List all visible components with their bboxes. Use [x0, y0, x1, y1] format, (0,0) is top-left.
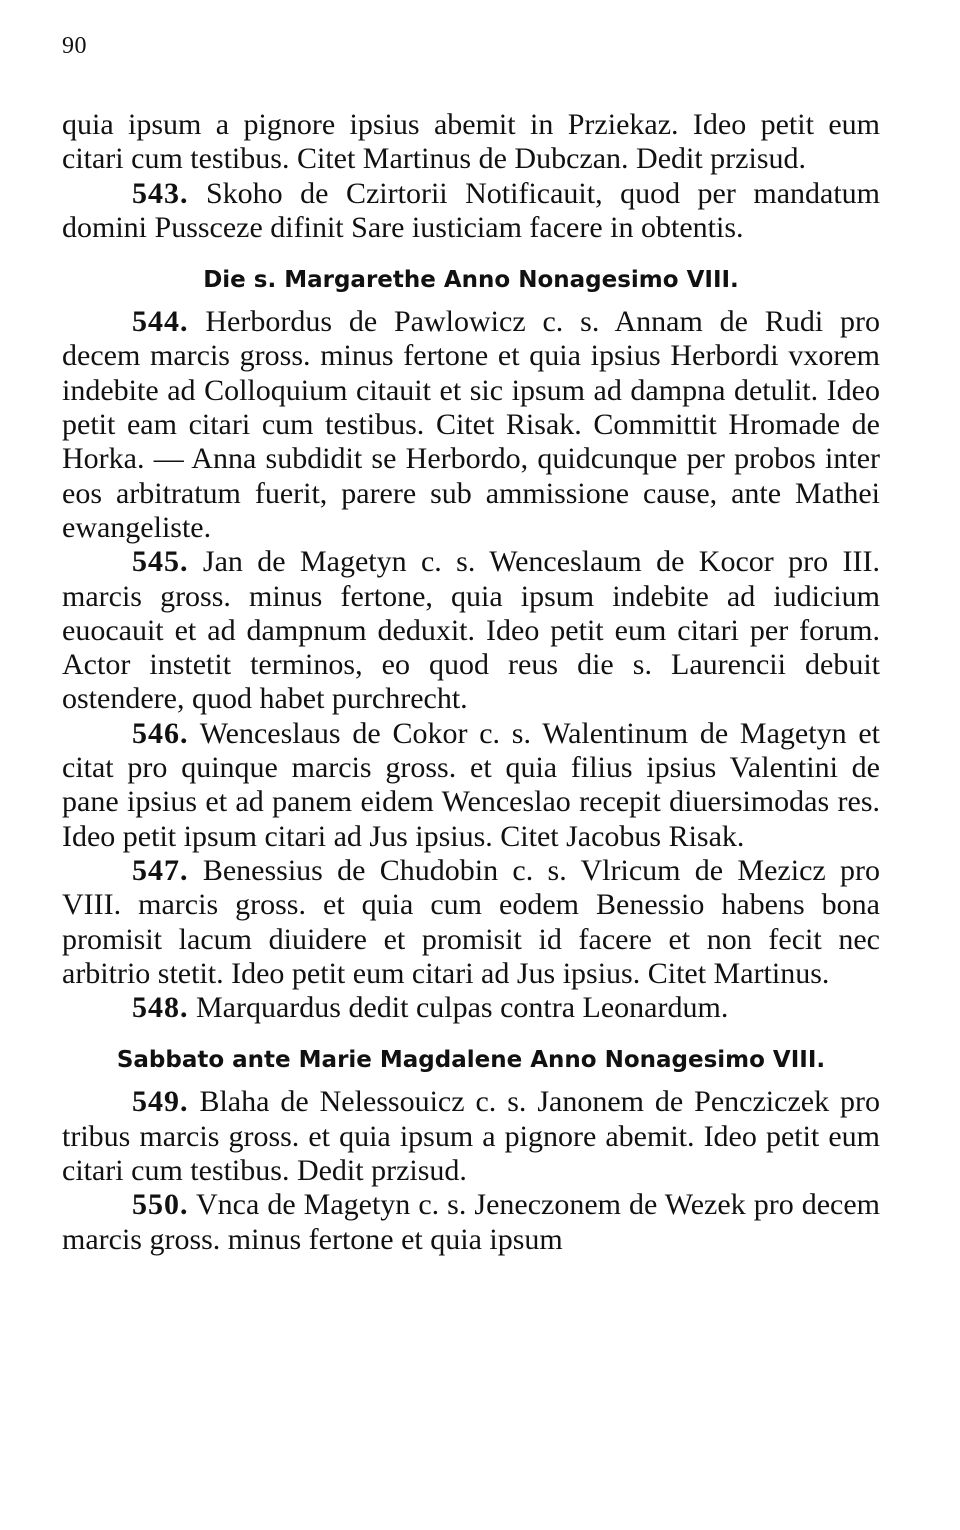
entry-text: Jan de Magetyn c. s. Wenceslaum de Kocor pro III. marcis gross. minus fertone, quia ipsum indebite ad iudicium euocauit et ad dampnum deduxit. Ideo petit eum citari per forum. Actor instetit terminos, eo quod reus die s. Laurencii debuit ostendere, quod habet purchrecht.: [62, 545, 880, 716]
entry-number: 545.: [132, 545, 189, 579]
entry-number: 548.: [132, 991, 189, 1025]
entry-text: Blaha de Nelessouicz c. s. Janonem de Pencziczek pro tribus marcis gross. et quia ipsum a pignore abemit. Ideo petit eum citari cum testibus. Dedit przisud.: [62, 1085, 880, 1188]
entry-544: [62, 305, 880, 545]
entry-548: [62, 991, 880, 1025]
entry-549: [62, 1085, 880, 1188]
entry-546: [62, 717, 880, 854]
opening-paragraph: quia ipsum a pignore ipsius abemit in Prziekaz. Ideo petit eum citari cum testibus. Citet Martinus de Dubczan. Dedit przisud.: [62, 108, 880, 176]
entry-number: 549.: [132, 1085, 189, 1119]
entry-text: Vnca de Magetyn c. s. Jeneczonem de Wezek pro decem marcis gross. minus fertone et quia ipsum: [62, 1188, 881, 1256]
entry-543: [62, 177, 880, 246]
entry-550: [62, 1188, 880, 1257]
entry-text: Marquardus dedit culpas contra Leonardum.: [196, 991, 729, 1025]
section-heading-magdalene: Sabbato ante Marie Magdalene Anno Nonagesimo VIII.: [116, 1047, 826, 1074]
entry-number: 546.: [132, 716, 189, 750]
entry-text: Skoho de Czirtorii Notificauit, quod per mandatum domini Pussceze difinit Sare iusticiam facere in obtentis.: [62, 176, 880, 244]
entry-text: Wenceslaus de Cokor c. s. Walentinum de Magetyn et citat pro quinque marcis gross. et quia filius ipsius Valentini de pane ipsius et ad panem eidem Wenceslao recepit diuersimodas res. Ideo petit ipsum citari ad Jus ipsius. Citet Jacobus Risak.: [62, 716, 880, 853]
entry-number: 550.: [132, 1188, 189, 1222]
document-body: [62, 108, 880, 1257]
entry-number: 544.: [132, 305, 189, 339]
entry-number: 547.: [132, 853, 189, 887]
section-heading-margarethe: Die s. Margarethe Anno Nonagesimo VIII.: [203, 267, 739, 294]
entry-text: Benessius de Chudobin c. s. Vlricum de Mezicz pro VIII. marcis gross. et quia cum eodem Benessio habens bona promisit lacum diuidere et promisit id facere et non fecit nec arbitrio stetit. Ideo petit eum citari ad Jus ipsius. Citet Martinus.: [62, 853, 881, 990]
entry-number: 543.: [132, 176, 189, 210]
page-number: 90: [62, 33, 87, 59]
entry-545: [62, 545, 880, 716]
entry-text: Herbordus de Pawlowicz c. s. Annam de Rudi pro decem marcis gross. minus fertone et quia ipsius Herbordi vxorem indebite ad Colloquium citauit et sic ipsum ad dampna detulit. Ideo petit eam citari cum testibus. Citet Risak. Committit Hromade de Horka. — Anna subdidit se Herbordo, quidcunque per probos inter eos arbitratum fuerit, parere sub ammissione cause, ante Mathei ewangeliste.: [62, 305, 881, 544]
entry-547: [62, 854, 880, 991]
